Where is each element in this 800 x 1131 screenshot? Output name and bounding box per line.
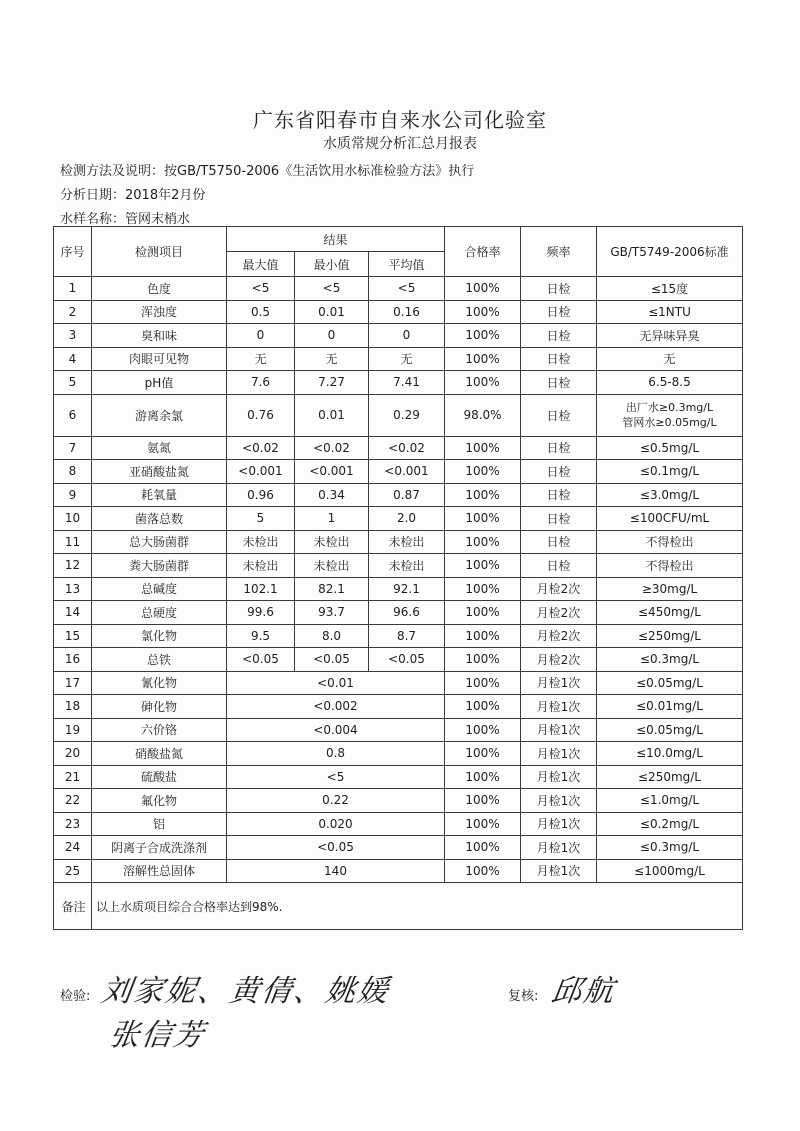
cell-max: 102.1 [227,577,295,601]
cell-min: <0.02 [295,436,369,460]
cell-freq: 日检 [521,483,597,507]
table-row [54,460,743,484]
cell-result: 0.8 [227,742,445,766]
date-label: 分析日期： [60,188,126,203]
cell-pass: 100% [445,789,521,813]
cell-seq: 10 [54,507,92,531]
cell-item: 亚硝酸盐氮 [92,460,227,484]
inspector-signature: 刘家妮、黄倩、姚媛 [99,974,392,1009]
table-row [54,371,743,395]
cell-std: ≤0.3mg/L [597,836,743,860]
cell-seq: 4 [54,347,92,371]
cell-item: 游离余氯 [92,394,227,436]
cell-item: 硫酸盐 [92,765,227,789]
table-row [54,718,743,742]
cell-item: 肉眼可见物 [92,347,227,371]
cell-pass: 98.0% [445,394,521,436]
cell-result: 0.22 [227,789,445,813]
cell-item: 总大肠菌群 [92,530,227,554]
cell-pass: 100% [445,324,521,348]
cell-seq: 22 [54,789,92,813]
cell-seq: 19 [54,718,92,742]
cell-item: 色度 [92,277,227,301]
cell-min: 0.34 [295,483,369,507]
cell-avg: 2.0 [369,507,445,531]
cell-item: 氯化物 [92,624,227,648]
cell-seq: 6 [54,394,92,436]
cell-std: ≤1NTU [597,300,743,324]
cell-seq: 13 [54,577,92,601]
cell-avg: <5 [369,277,445,301]
table-row [54,277,743,301]
cell-freq: 日检 [521,530,597,554]
cell-item: 六价铬 [92,718,227,742]
table-row [54,648,743,672]
cell-result: <0.004 [227,718,445,742]
notes-label: 备注 [54,883,92,930]
cell-std: ≤250mg/L [597,765,743,789]
cell-seq: 2 [54,300,92,324]
cell-freq: 月检1次 [521,812,597,836]
cell-min: 93.7 [295,601,369,625]
cell-seq: 5 [54,371,92,395]
cell-avg: 无 [369,347,445,371]
cell-avg: 0.29 [369,394,445,436]
header-freq: 频率 [521,227,597,277]
results-body [54,277,743,883]
cell-std: 不得检出 [597,554,743,578]
cell-max: 未检出 [227,554,295,578]
cell-item: 溶解性总固体 [92,859,227,883]
date-line [60,184,205,203]
cell-avg: 7.41 [369,371,445,395]
inspector-signature-2: 张信芳 [107,1018,208,1053]
cell-result: <0.05 [227,836,445,860]
cell-pass: 100% [445,836,521,860]
cell-avg: 0 [369,324,445,348]
cell-seq: 17 [54,671,92,695]
table-row [54,530,743,554]
cell-min: 未检出 [295,530,369,554]
cell-std: ≤0.2mg/L [597,812,743,836]
cell-std: ≥30mg/L [597,577,743,601]
cell-std: ≤0.3mg/L [597,648,743,672]
cell-pass: 100% [445,742,521,766]
cell-max: 5 [227,507,295,531]
cell-freq: 月检1次 [521,765,597,789]
cell-freq: 月检2次 [521,601,597,625]
cell-item: 臭和味 [92,324,227,348]
inspector-label: 检验: [60,989,91,1004]
cell-freq: 日检 [521,507,597,531]
std-line-2: 管网水≥0.05mg/L [622,416,717,429]
cell-seq: 14 [54,601,92,625]
cell-avg: 未检出 [369,530,445,554]
cell-std: ≤0.5mg/L [597,436,743,460]
cell-pass: 100% [445,347,521,371]
cell-seq: 12 [54,554,92,578]
method-label: 检测方法及说明： [60,164,165,179]
table-row [54,300,743,324]
cell-avg: <0.001 [369,460,445,484]
cell-freq: 日检 [521,554,597,578]
cell-freq: 月检1次 [521,718,597,742]
cell-freq: 月检1次 [521,695,597,719]
cell-freq: 日检 [521,347,597,371]
cell-avg: <0.05 [369,648,445,672]
cell-max: 99.6 [227,601,295,625]
cell-item: 总碱度 [92,577,227,601]
cell-freq: 月检1次 [521,859,597,883]
notes-row [54,883,743,930]
cell-min: 8.0 [295,624,369,648]
cell-pass: 100% [445,577,521,601]
cell-item: 浑浊度 [92,300,227,324]
table-row [54,577,743,601]
cell-result: <0.002 [227,695,445,719]
cell-min: 无 [295,347,369,371]
table-row [54,789,743,813]
cell-pass: 100% [445,718,521,742]
cell-pass: 100% [445,648,521,672]
notes-text: 以上水质项目综合合格率达到98%. [92,883,743,930]
cell-max: 0.96 [227,483,295,507]
header-max: 最大值 [227,252,295,277]
cell-freq: 月检1次 [521,742,597,766]
cell-freq: 月检2次 [521,624,597,648]
cell-item: 氟化物 [92,789,227,813]
sample-label: 水样名称： [60,212,126,227]
cell-max: 0.5 [227,300,295,324]
table-row [54,742,743,766]
table-row [54,765,743,789]
cell-pass: 100% [445,460,521,484]
cell-pass: 100% [445,300,521,324]
cell-avg: 92.1 [369,577,445,601]
cell-pass: 100% [445,530,521,554]
cell-pass: 100% [445,765,521,789]
cell-std: 6.5-8.5 [597,371,743,395]
cell-freq: 日检 [521,460,597,484]
cell-seq: 7 [54,436,92,460]
cell-item: pH值 [92,371,227,395]
header-std: GB/T5749-2006标准 [597,227,743,277]
cell-min: 82.1 [295,577,369,601]
cell-freq: 月检2次 [521,577,597,601]
method-line [60,160,474,179]
results-table [53,226,743,930]
cell-pass: 100% [445,624,521,648]
cell-std: ≤3.0mg/L [597,483,743,507]
cell-seq: 25 [54,859,92,883]
cell-seq: 15 [54,624,92,648]
table-row [54,624,743,648]
table-row [54,554,743,578]
cell-std: 不得检出 [597,530,743,554]
cell-freq: 月检1次 [521,836,597,860]
cell-std: 无异味异臭 [597,324,743,348]
cell-max: <0.02 [227,436,295,460]
table-row [54,347,743,371]
cell-std: ≤1.0mg/L [597,789,743,813]
cell-freq: 日检 [521,277,597,301]
cell-max: 0.76 [227,394,295,436]
document-subtitle: 水质常规分析汇总月报表 [323,136,477,152]
cell-pass: 100% [445,601,521,625]
cell-freq: 日检 [521,324,597,348]
cell-avg: 未检出 [369,554,445,578]
cell-seq: 23 [54,812,92,836]
sample-value: 管网末梢水 [125,212,191,227]
cell-min: <0.05 [295,648,369,672]
cell-result: 140 [227,859,445,883]
cell-item: 氰化物 [92,671,227,695]
cell-item: 总硬度 [92,601,227,625]
cell-seq: 3 [54,324,92,348]
cell-min: 0.01 [295,300,369,324]
cell-std [597,394,743,436]
cell-item: 总铁 [92,648,227,672]
table-row [54,671,743,695]
cell-std: ≤1000mg/L [597,859,743,883]
table-row [54,436,743,460]
table-row [54,695,743,719]
cell-freq: 月检2次 [521,648,597,672]
cell-max: <5 [227,277,295,301]
cell-seq: 9 [54,483,92,507]
sample-line [60,208,190,227]
cell-seq: 24 [54,836,92,860]
date-value: 2018年2月份 [125,188,206,203]
cell-std: 无 [597,347,743,371]
cell-pass: 100% [445,277,521,301]
cell-max: 9.5 [227,624,295,648]
table-row [54,812,743,836]
table-row [54,836,743,860]
cell-min: 1 [295,507,369,531]
std-line-1: 出厂水≥0.3mg/L [625,401,714,414]
cell-seq: 11 [54,530,92,554]
cell-avg: <0.02 [369,436,445,460]
cell-pass: 100% [445,859,521,883]
cell-result: <0.01 [227,671,445,695]
cell-item: 耗氧量 [92,483,227,507]
cell-max: <0.05 [227,648,295,672]
cell-std: ≤250mg/L [597,624,743,648]
cell-seq: 16 [54,648,92,672]
cell-freq: 日检 [521,436,597,460]
cell-freq: 日检 [521,300,597,324]
cell-pass: 100% [445,671,521,695]
cell-avg: 0.16 [369,300,445,324]
cell-pass: 100% [445,436,521,460]
cell-min: 未检出 [295,554,369,578]
cell-min: <0.001 [295,460,369,484]
cell-max: 7.6 [227,371,295,395]
cell-max: 0 [227,324,295,348]
cell-std: ≤0.01mg/L [597,695,743,719]
header-pass: 合格率 [445,227,521,277]
cell-std: ≤10.0mg/L [597,742,743,766]
method-value: 按GB/T5750-2006《生活饮用水标准检验方法》执行 [164,164,475,179]
cell-result: <5 [227,765,445,789]
header-avg: 平均值 [369,252,445,277]
table-row [54,507,743,531]
cell-pass: 100% [445,554,521,578]
cell-freq: 日检 [521,371,597,395]
document-title: 广东省阳春市自来水公司化验室 [253,108,547,132]
cell-freq: 月检1次 [521,789,597,813]
cell-max: 无 [227,347,295,371]
cell-seq: 20 [54,742,92,766]
header-item: 检测项目 [92,227,227,277]
cell-item: 菌落总数 [92,507,227,531]
cell-result: 0.020 [227,812,445,836]
cell-std: ≤0.05mg/L [597,718,743,742]
cell-std: ≤0.1mg/L [597,460,743,484]
cell-avg: 8.7 [369,624,445,648]
cell-freq: 日检 [521,394,597,436]
reviewer-label: 复核: [508,989,539,1004]
table-row [54,324,743,348]
cell-pass: 100% [445,371,521,395]
table-row [54,394,743,436]
cell-seq: 8 [54,460,92,484]
cell-pass: 100% [445,483,521,507]
header-seq: 序号 [54,227,92,277]
reviewer-signature: 邱航 [549,974,618,1009]
cell-min: 0.01 [295,394,369,436]
cell-min: <5 [295,277,369,301]
cell-item: 硝酸盐氮 [92,742,227,766]
table-row [54,601,743,625]
cell-std: ≤450mg/L [597,601,743,625]
cell-std: ≤100CFU/mL [597,507,743,531]
cell-pass: 100% [445,812,521,836]
cell-seq: 18 [54,695,92,719]
cell-item: 氨氮 [92,436,227,460]
cell-item: 阴离子合成洗涤剂 [92,836,227,860]
cell-std: ≤15度 [597,277,743,301]
cell-avg: 96.6 [369,601,445,625]
table-row [54,859,743,883]
cell-pass: 100% [445,695,521,719]
cell-min: 0 [295,324,369,348]
cell-seq: 21 [54,765,92,789]
cell-seq: 1 [54,277,92,301]
cell-item: 砷化物 [92,695,227,719]
cell-max: <0.001 [227,460,295,484]
table-row [54,483,743,507]
cell-pass: 100% [445,507,521,531]
cell-item: 铝 [92,812,227,836]
cell-freq: 月检1次 [521,671,597,695]
header-min: 最小值 [295,252,369,277]
cell-avg: 0.87 [369,483,445,507]
header-result: 结果 [227,227,445,252]
cell-item: 粪大肠菌群 [92,554,227,578]
cell-min: 7.27 [295,371,369,395]
cell-max: 未检出 [227,530,295,554]
cell-std: ≤0.05mg/L [597,671,743,695]
